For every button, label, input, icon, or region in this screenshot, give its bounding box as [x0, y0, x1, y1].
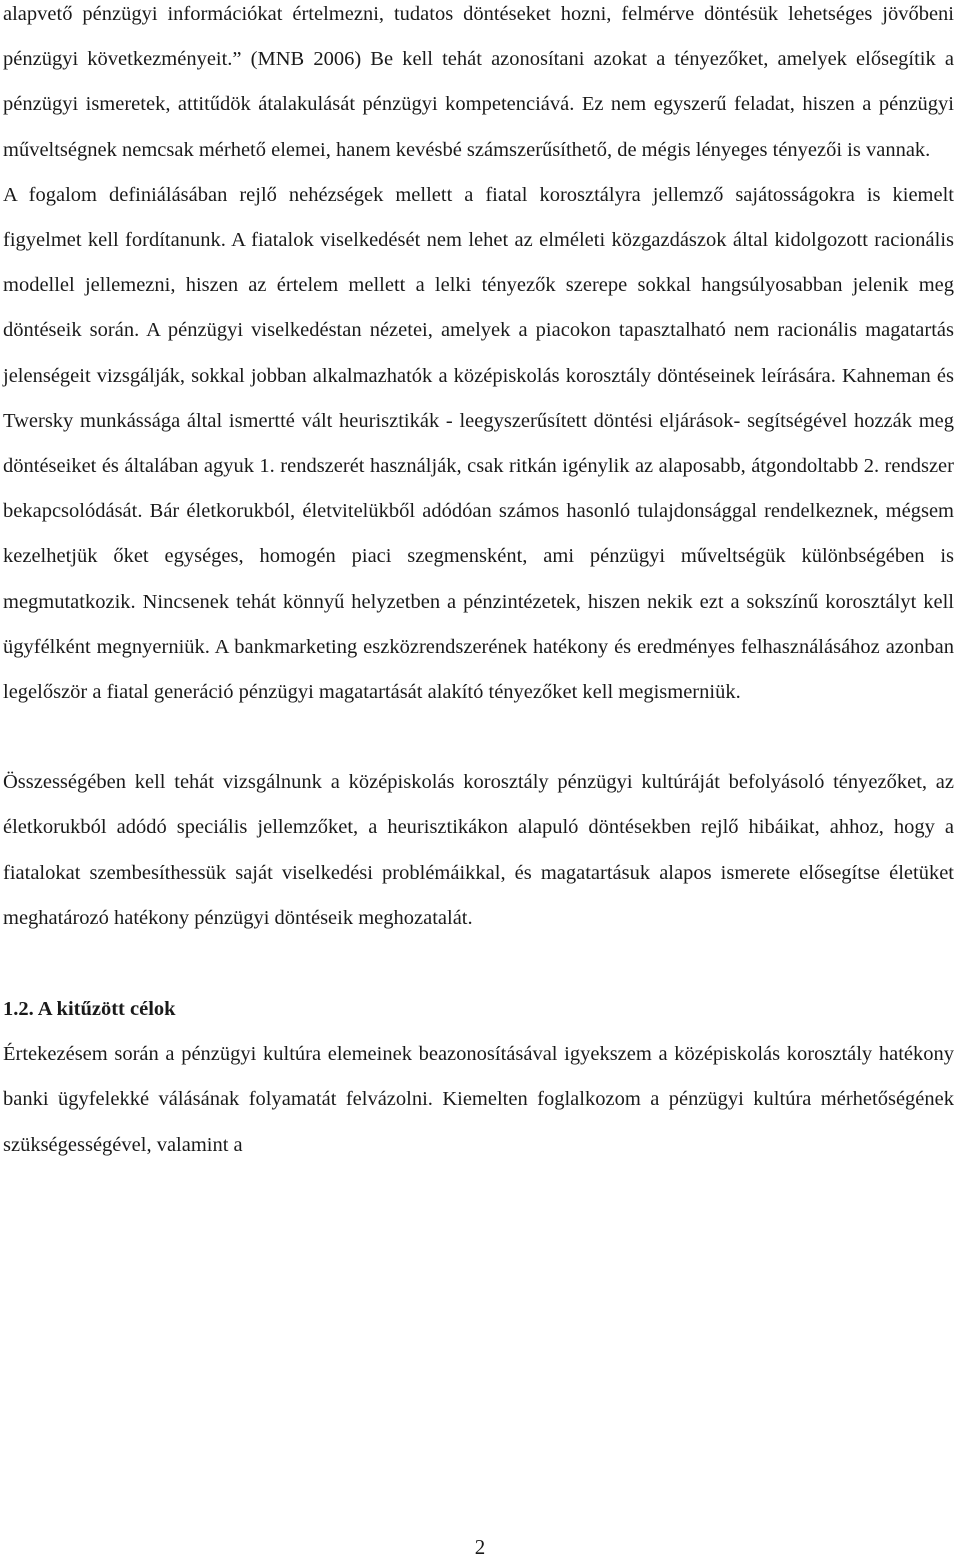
page-number: 2 — [474, 1535, 486, 1559]
body-paragraph: alapvető pénzügyi információkat értelmezni, tudatos döntéseket hozni, felmérve döntésük lehetséges jövőbeni pénzügyi következményeit.” (MNB 2006) Be kell tehát azonosítani azokat a tényezőket, amelyek elősegítik a pénzügyi ismeretek, attitűdök átalakulását pénzügyi kompetenciává. Ez nem egyszerű feladat, hiszen a pénzügyi műveltségnek nemcsak mérhető elemei, hanem kevésbé számszerűsíthető, de mégis lényeges tényezői is vannak. — [3, 3, 954, 161]
section-paragraph: Értekezésem során a pénzügyi kultúra elemeinek beazonosításával igyekszem a középiskolás korosztály hatékony banki ügyfelekké válásának folyamatát felvázolni. Kiemelten foglalkozom a pénzügyi kultúra mérhetőségének szükségességével, valamint a — [3, 1043, 954, 1156]
body-paragraph: Összességében kell tehát vizsgálnunk a középiskolás korosztály pénzügyi kultúráját befolyásoló tényezőket, az életkorukból adódó speciális jellemzőket, a heurisztikákon alapuló döntésekben rejlő hibáikat, ahhoz, hogy a fiatalokat szembesíthessük saját viselkedési problémáikkal, és magatartásuk alapos ismerete elősegítse életüket meghatározó hatékony pénzügyi döntéseik meghozatalát. — [3, 771, 954, 929]
section-heading: 1.2. A kitűzött célok — [3, 998, 176, 1021]
document-page — [3, 0, 954, 1168]
body-paragraph: A fogalom definiálásában rejlő nehézségek mellett a fiatal korosztályra jellemző sajátosságokra is kiemelt figyelmet kell fordítanunk. A fiatalok viselkedését nem lehet az elméleti közgazdászok által kidolgozott racionális modellel jellemezni, hiszen az értelem mellett a lelki tényezők szerepe sokkal hangsúlyosabban jelenik meg döntéseik során. A pénzügyi viselkedéstan nézetei, amelyek a piacokon tapasztalható nem racionális magatartás jelenségeit vizsgálják, sokkal jobban alkalmazhatók a középiskolás korosztály döntéseinek leírására. Kahneman és Twersky munkássága által ismertté vált heurisztikák - leegyszerűsített döntési eljárások- segítségével hozzák meg döntéseiket és általában agyuk 1. rendszerét használják, csak ritkán igénylik az alaposabb, átgondoltabb 2. rendszer bekapcsolódását. Bár életkorukból, életvitelükből adódóan számos hasonló tulajdonsággal rendelkeznek, mégsem kezelhetjük őket egységes, homogén piaci szegmensként, ami pénzügyi műveltségük különbségében is megmutatkozik. Nincsenek tehát könnyű helyzetben a pénzintézetek, hiszen nekik ezt a sokszínű korosztályt kell ügyfélként megnyerniük. A bankmarketing eszközrendszerének hatékony és eredményes felhasználásához azonban legelőször a fiatal generáció pénzügyi magatartását alakító tényezőket kell megismerniük. — [3, 183, 954, 704]
